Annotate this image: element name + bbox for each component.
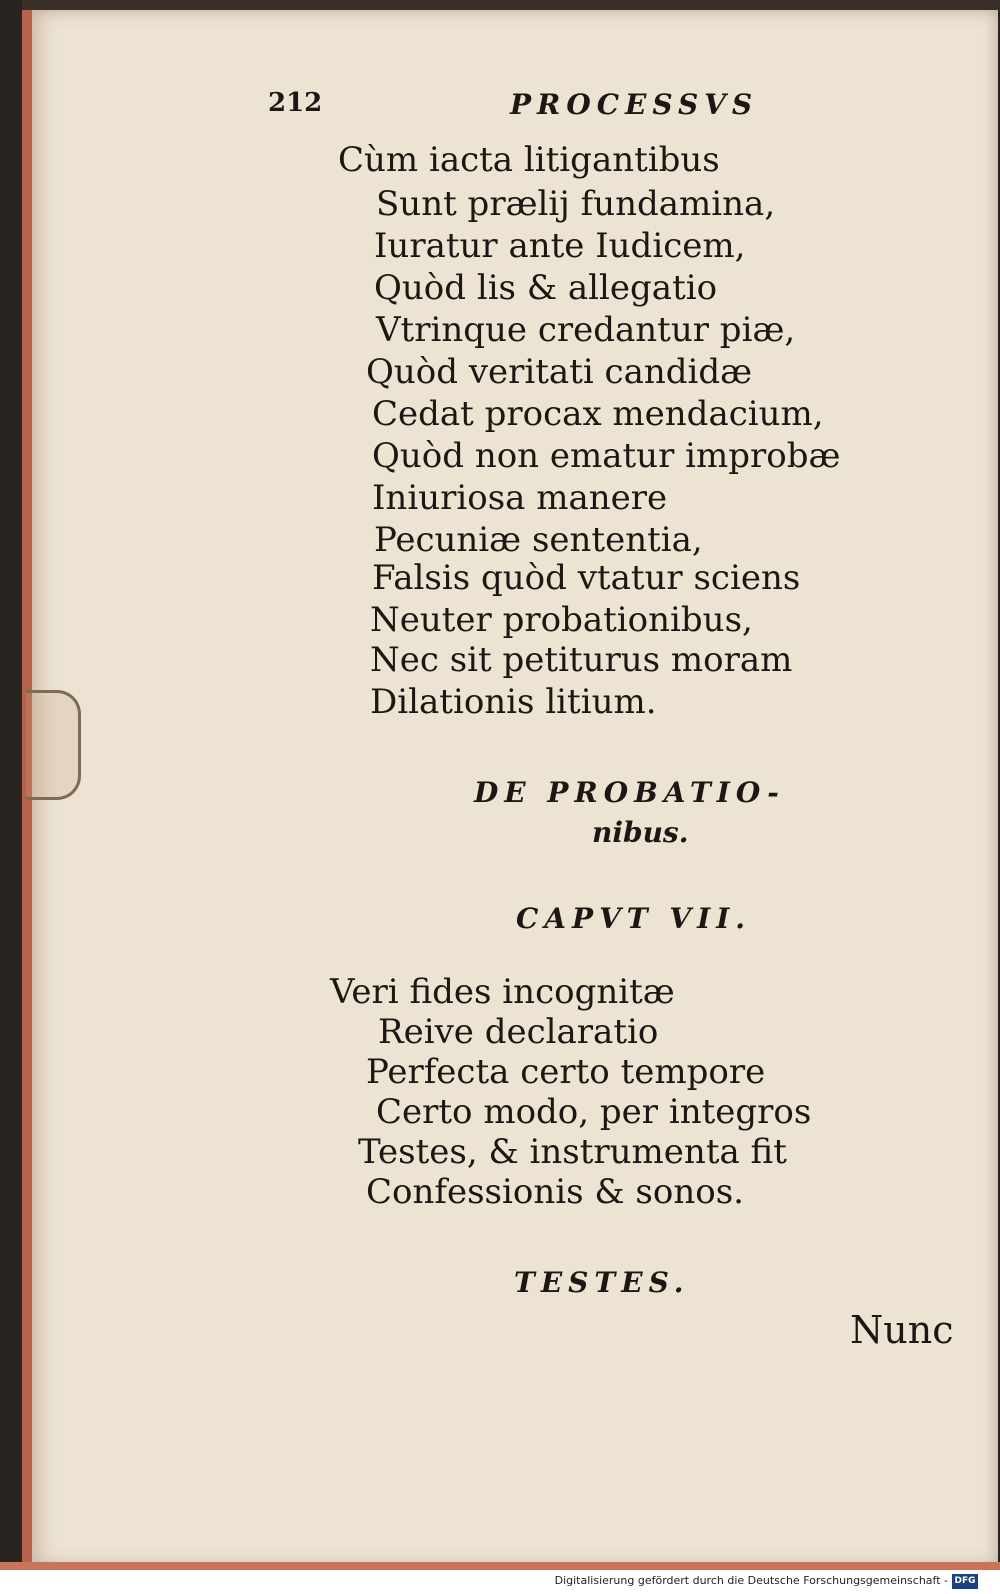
section-title: DE PROBATIO-	[474, 776, 785, 809]
catchword: Nunc	[850, 1308, 954, 1352]
footer-bar	[0, 1570, 1000, 1594]
verse-line: Pecuniæ sententia,	[374, 520, 703, 560]
page-number: 212	[268, 88, 323, 118]
chapter-title: CAPVT VII.	[516, 902, 752, 935]
verse-line: Neuter probationibus,	[370, 600, 753, 640]
verse-line: Veri fides incognitæ	[330, 972, 675, 1012]
verse-line: Cedat procax mendacium,	[372, 394, 824, 434]
clasp-ring	[26, 690, 81, 800]
verse-line: Dilationis litium.	[370, 682, 657, 722]
verse-line: Quòd lis & allegatio	[374, 268, 718, 308]
verse-line: Falsis quòd vtatur sciens	[372, 558, 801, 598]
section-title-continuation: nibus.	[592, 816, 689, 849]
verse-line: Sunt prælij fundamina,	[376, 184, 776, 224]
verse-line: Confessionis & sonos.	[366, 1172, 744, 1212]
subheading: TESTES.	[514, 1266, 690, 1299]
book-top-edge	[22, 0, 1000, 10]
verse-line: Vtrinque credantur piæ,	[376, 310, 796, 350]
funding-credit: Digitalisierung gefördert durch die Deutsche Forschungsgemeinschaft -	[554, 1574, 948, 1587]
verse-line: Perfecta certo tempore	[366, 1052, 766, 1092]
verse-line: Iuratur ante Iudicem,	[374, 226, 746, 266]
running-head: PROCESSVS	[510, 88, 759, 121]
verse-line: Iniuriosa manere	[372, 478, 668, 518]
verse-line: Testes, & instrumenta fit	[358, 1132, 787, 1172]
book-bottom-edge	[0, 1562, 1000, 1570]
verse-line: Quòd non ematur improbæ	[372, 436, 841, 476]
verse-line: Cùm iacta litigantibus	[338, 140, 720, 180]
dfg-logo: DFG	[952, 1574, 978, 1589]
verse-line: Nec sit petiturus moram	[370, 640, 793, 680]
verse-line: Certo modo, per integros	[376, 1092, 812, 1132]
verse-line: Quòd veritati candidæ	[366, 352, 753, 392]
verse-line: Reive declaratio	[378, 1012, 659, 1052]
